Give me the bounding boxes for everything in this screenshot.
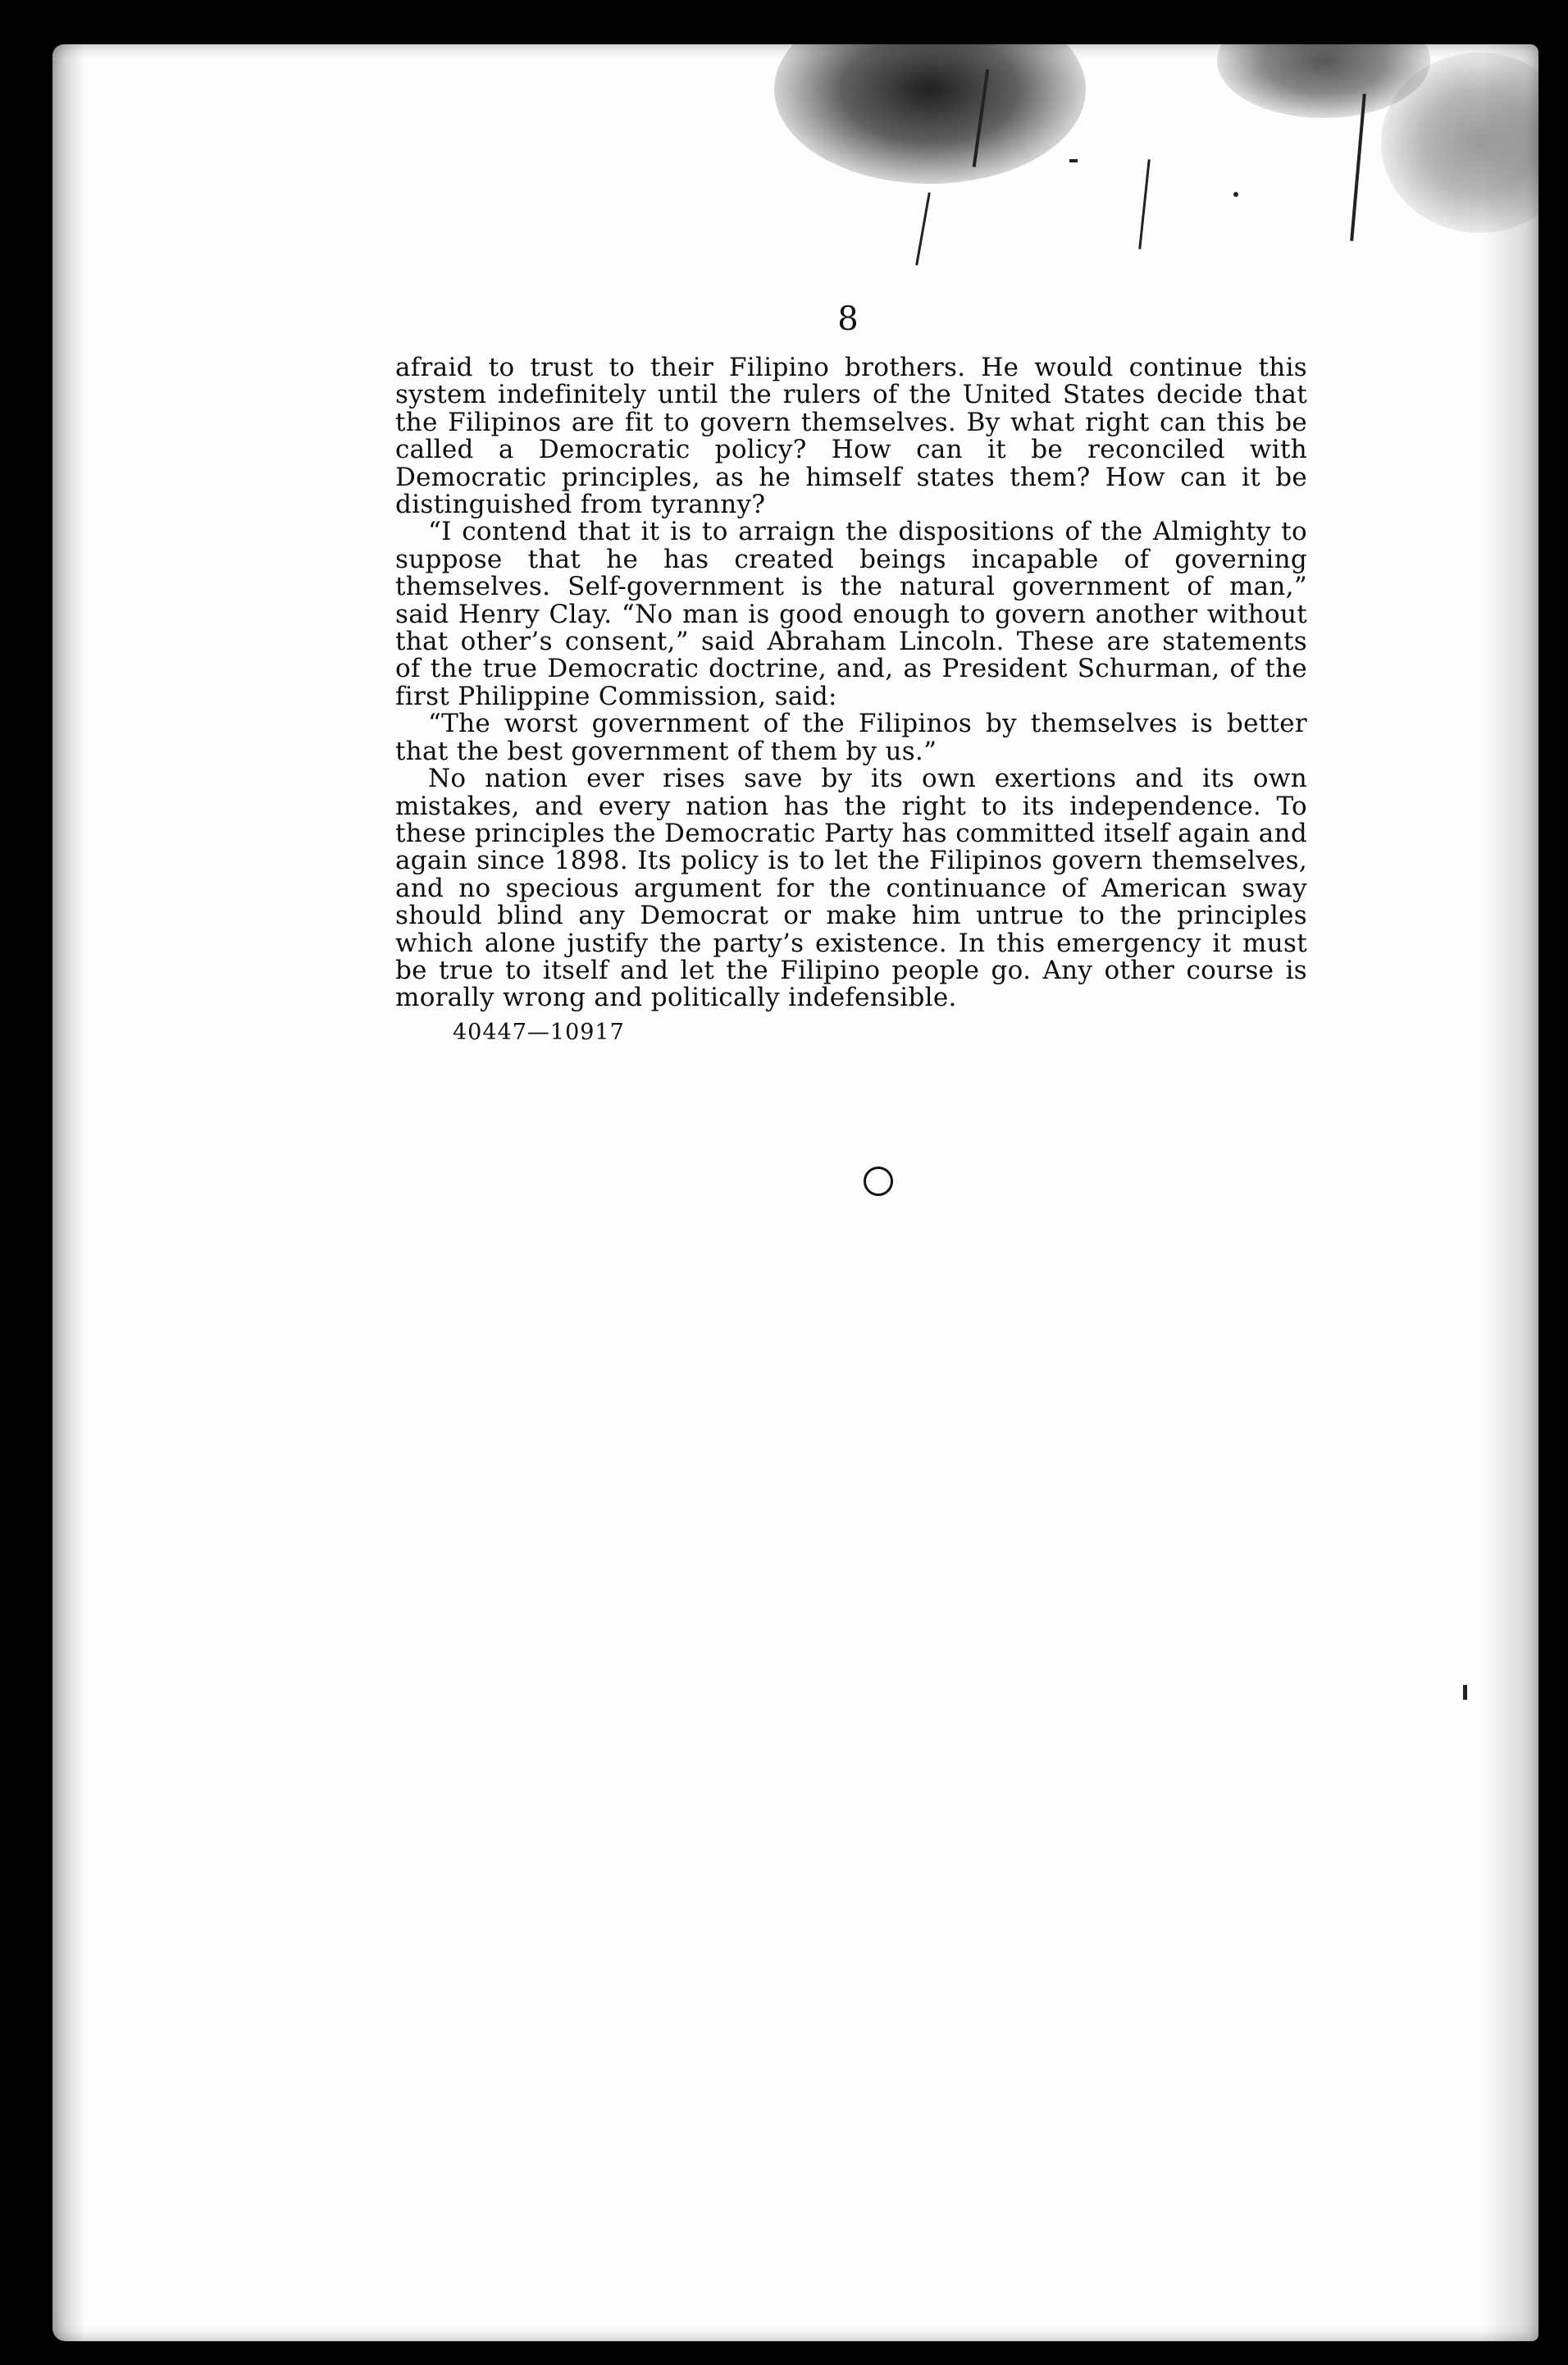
paragraph-quote: “The worst government of the Filipinos by themselves is better that the best government of them by us.” [395,709,1307,766]
document-page [52,44,1538,2341]
page-edge-shadow-left [52,44,85,2341]
ink-smudge [774,44,1086,184]
scratch-mark [915,192,931,265]
paragraph: afraid to trust to their Filipino brothers. He would continue this system indefinitely until the rulers of the United States decide that the Filipinos are fit to govern themselves. By what right can this be called a Democratic policy? How can it be reconciled with Democratic principles, as he himself states them? How can it be distinguished from tyranny? [395,353,1307,520]
page-edge-shadow-right [1481,44,1538,2341]
body-text [395,354,1307,1046]
speck [1233,192,1238,197]
circle-mark [864,1167,893,1196]
speck [1463,1685,1467,1700]
page-number: 8 [837,300,859,338]
print-code: 40447—10917 [453,1019,625,1045]
paragraph: No nation ever rises save by its own exertions and its own mistakes, and every nation has the right to its independence. To these principles the Democratic Party has committed itself again and again since 1898. Its policy is to let the Filipinos govern themselves, and no specious argument for the continuance of American sway should blind any Democrat or make him untrue to the principles which alone justify the party’s existence. In this emergency it must be true to itself and let the Filipino people go. Any other course is morally wrong and politically indefensible. [395,764,1307,1013]
speck [1069,159,1078,162]
paragraph: “I contend that it is to arraign the dispositions of the Almighty to suppose that he has created beings incapable of governing themselves. Self-government is the natural government of man,” said Henry Clay. “No man is good enough to govern another without that other’s consent,” said Abraham Lincoln. These are statements of the true Democratic doctrine, and, as President Schurman, of the first Philippine Commission, said: [395,517,1307,711]
scratch-mark [1138,159,1150,249]
